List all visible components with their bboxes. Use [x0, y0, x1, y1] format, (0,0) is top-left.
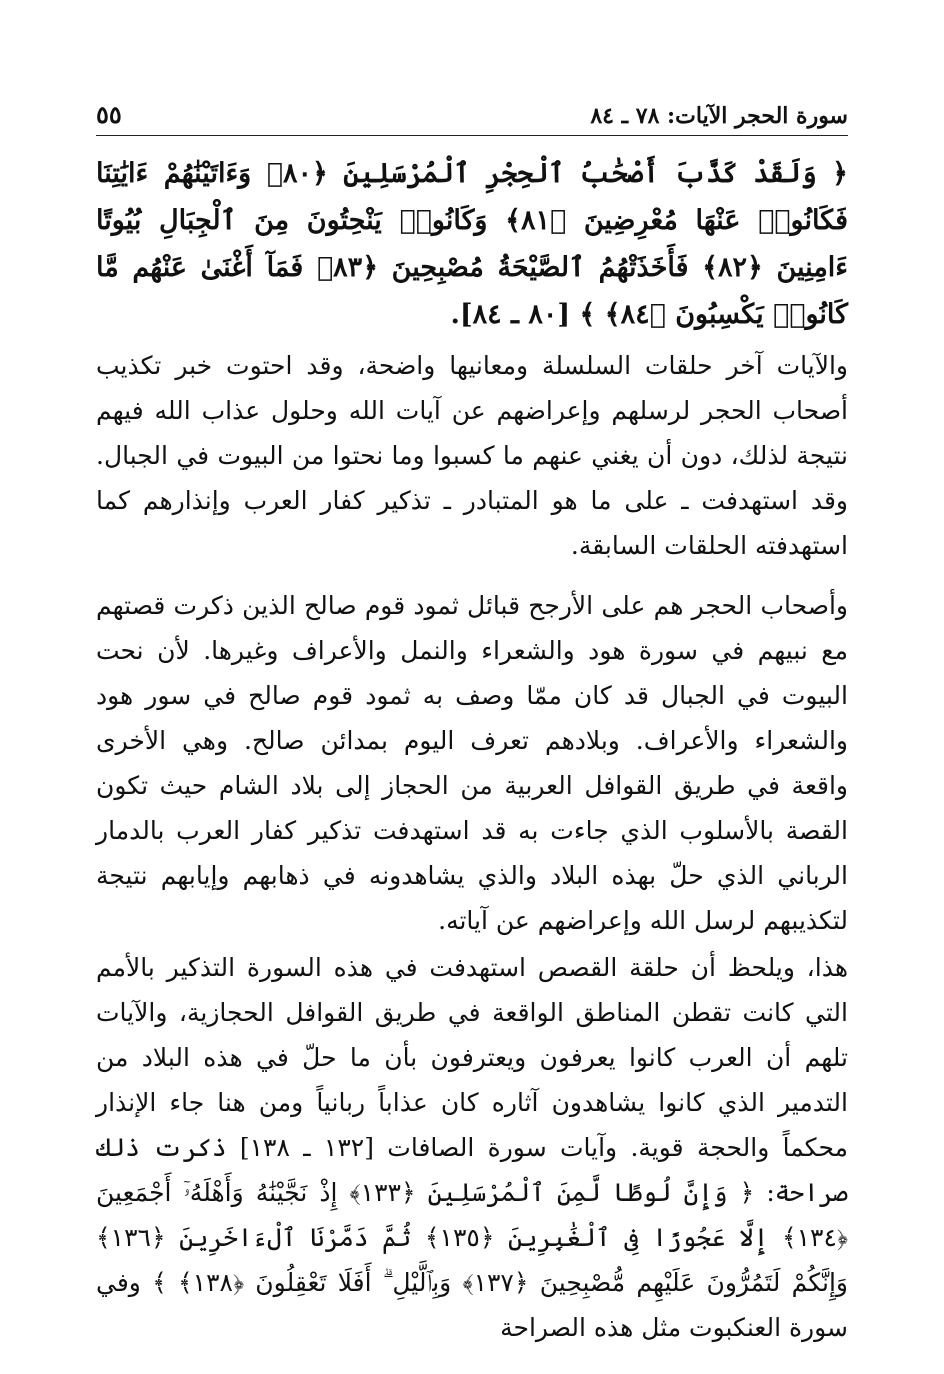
page-number: ٥٥ — [96, 100, 122, 129]
commentary-paragraph-3: هذا، ويلحظ أن حلقة القصص استهدفت في هذه السورة التذكير بالأمم التي كانت تقطن المناطق الواقعة في طريق القوافل الحجازية، والآيات تلهم أن العرب كانوا يعرفون ويعترفون بأن ما حلّ في هذه البلاد من التدمير الذي كانوا يشاهدون آثاره كان عذاباً ربانياً ومن هنا جاء الإنذار محكماً والحجة قوية. وآيات سورة الصافات [١٣٢ ـ ١٣٨] ذكرت ذلك صراحة: ﴿ وَإِنَّ لُوطًا لَّمِنَ ٱلْمُرْسَلِينَ ﴿١٣٣﴾ إِذْ نَجَّيْنَٰهُ وَأَهْلَهُۥٓ أَجْمَعِينَ ﴿١٣٤﴾ إِلَّا عَجُوزًا فِى ٱلْغَٰبِرِينَ ﴿١٣٥﴾ ثُمَّ دَمَّرْنَا ٱلْءَاخَرِينَ ﴿١٣٦﴾ وَإِنَّكُمْ لَتَمُرُّونَ عَلَيْهِم مُّصْبِحِينَ ﴿١٣٧﴾ وَبِٱلَّيْلِ ۗ أَفَلَا تَعْقِلُونَ ﴿١٣٨﴾ ﴾ وفي سورة العنكبوت مثل هذه الصراحة — [96, 953, 849, 1342]
quran-verse-block: ﴿ وَلَقَدْ كَذَّبَ أَصْحَٰبُ ٱلْحِجْرِ ٱلْمُرْسَلِينَ ﴿٨٠﴾ وَءَاتَيْنَٰهُمْ ءَايَٰتِنَا فَكَانُوا۟ عَنْهَا مُعْرِضِينَ ﴿٨١﴾ وَكَانُوا۟ يَنْحِتُونَ مِنَ ٱلْجِبَالِ بُيُوتًا ءَامِنِينَ ﴿٨٢﴾ فَأَخَذَتْهُمُ ٱلصَّيْحَةُ مُصْبِحِينَ ﴿٨٣﴾ فَمَآ أَغْنَىٰ عَنْهُم مَّا كَانُوا۟ يَكْسِبُونَ ﴿٨٤﴾ ﴾ [٨٠ ـ ٨٤]. — [96, 158, 849, 330]
commentary-paragraph-2: وأصحاب الحجر هم على الأرجح قبائل ثمود قوم صالح الذين ذكرت قصتهم مع نبيهم في سورة هود والشعراء والنمل والأعراف وغيرها. لأن نحت البيوت في الجبال قد كان ممّا وصف به ثمود قوم صالح في سور هود والشعراء والأعراف. وبلادهم تعرف اليوم بمدائن صالح. وهي الأخرى واقعة في طريق القوافل العربية من الحجاز إلى بلاد الشام حيث تكون القصة بالأسلوب الذي جاءت به قد استهدفت تذكير كفار العرب بالدمار الرباني الذي حلّ بهذه البلاد والذي يشاهدونه في ذهابهم وإيابهم نتيجة لتكذيبهم لرسل الله وإعراضهم عن آياته. — [96, 591, 848, 935]
chapter-header-title: سورة الحجر الآيات: ٧٨ ـ ٨٤ — [590, 103, 848, 129]
running-header — [96, 92, 848, 136]
commentary-paragraph-1: والآيات آخر حلقات السلسلة ومعانيها واضحة، وقد احتوت خبر تكذيب أصحاب الحجر لرسلهم وإعراضهم عن آيات الله وحلول عذاب الله فيهم نتيجة لذلك، دون أن يغني عنهم ما كسبوا وما نحتوا من البيوت في الجبال. وقد استهدفت ـ على ما هو المتبادر ـ تذكير كفار العرب وإنذارهم كما استهدفته الحلقات السابقة. — [96, 351, 848, 560]
